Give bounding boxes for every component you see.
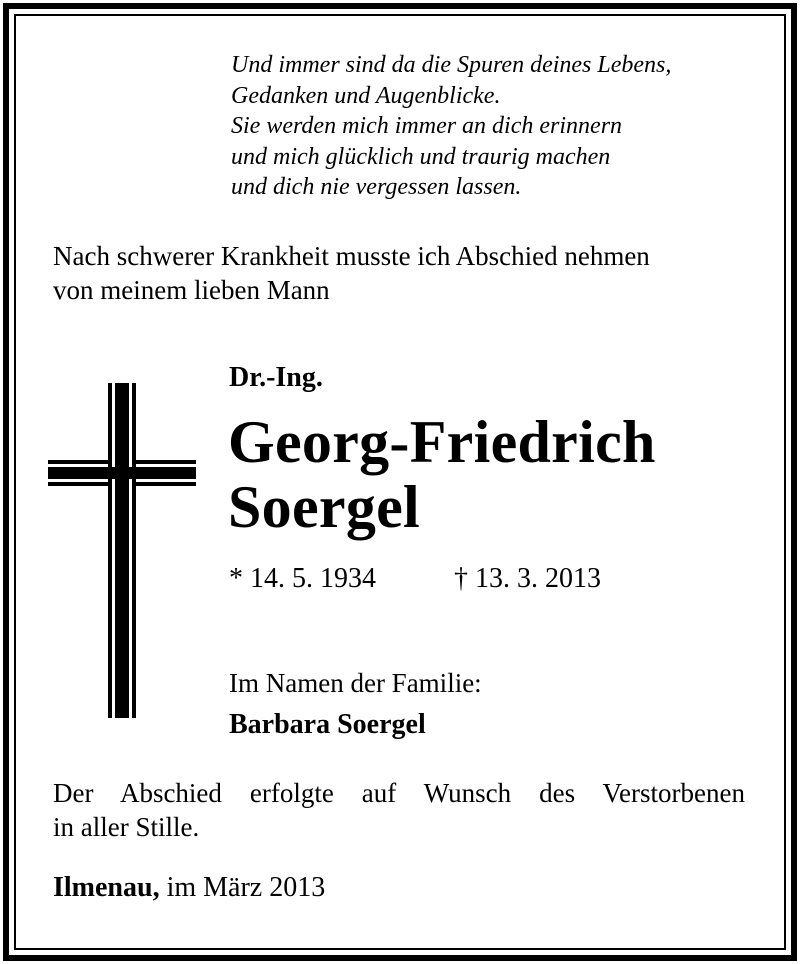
place-name: Ilmenau, <box>53 872 160 903</box>
family-label: Im Namen der Familie: <box>229 668 482 698</box>
deceased-name <box>228 410 656 540</box>
last-name: Soergel <box>228 474 421 540</box>
note-line: Der Abschied erfolgte auf Wunsch des Verstorbenen <box>53 778 745 808</box>
poem <box>231 50 671 203</box>
poem-line: Sie werden mich immer an dich erinnern <box>231 113 623 139</box>
cross-icon <box>48 383 196 718</box>
date-text: im März 2013 <box>166 872 326 903</box>
first-name: Georg-Friedrich <box>228 409 656 475</box>
intro-line: Nach schwerer Krankheit musste ich Abschied nehmen <box>53 241 650 271</box>
intro-line: von meinem lieben Mann <box>53 275 330 305</box>
poem-line: Und immer sind da die Spuren deines Lebens, <box>231 52 672 78</box>
poem-line: und mich glücklich und traurig machen <box>231 143 611 170</box>
note-line: in aller Stille. <box>53 812 200 842</box>
birth-date: * 14. 5. 1934 <box>229 563 376 594</box>
signer-name: Barbara Soergel <box>229 709 426 740</box>
poem-line: und dich nie vergessen lassen. <box>231 174 522 200</box>
intro-text <box>53 239 650 307</box>
farewell-note <box>53 776 745 844</box>
academic-title: Dr.-Ing. <box>229 362 323 393</box>
death-date: † 13. 3. 2013 <box>454 563 601 594</box>
place-date <box>53 872 325 904</box>
poem-line: Gedanken und Augenblicke. <box>231 82 501 109</box>
